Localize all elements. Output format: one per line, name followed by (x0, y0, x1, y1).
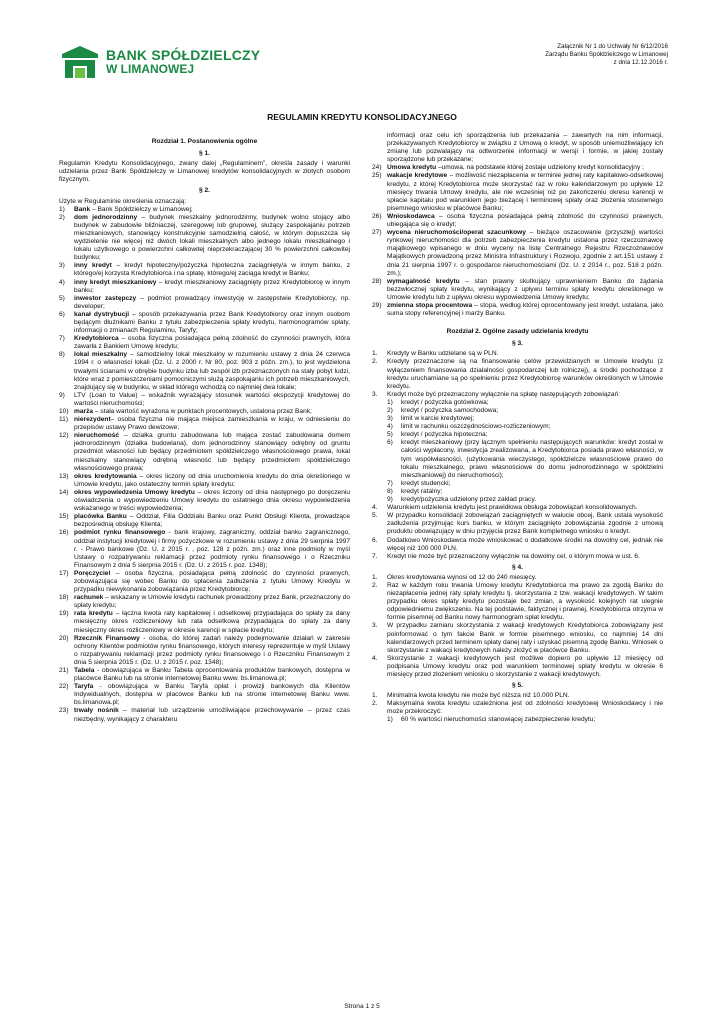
definition-continuation: informacji oraz celu ich sporządzenia lub przekazania – zawartych na nim informacji, przekazywanych Kredytobiorcy w związku z Umową o kredyt, w sposób uniemożliwiający ich zmianę lub pozwalający na odtworzenie informacji w wersji i formie, w jakiej zostały sporządzone lub przekazane; (387, 132, 663, 164)
definition-item (59, 206, 350, 214)
definition-text: – bieżące oszacowanie (przyszłej) wartości rynkowej nieruchomości dla potrzeb zabezpieczenia kredytu ustalona przez rzeczoznawcę majątkowego wpisanego w dniu wyceny na listę Centralnego Rejestru Rzeczoznawców Majątkowych prowadzoną przez Ministra Infrastruktury i Rozwoju, zgodnie z art.151 ustawy z dnia 21 sierpnia 1997 r. o gospodarce nieruchomościami (Dz. U. z 2014 r., poz. 518 z późn. zm.); (387, 229, 663, 277)
item-text: W przypadku konsolidacji zobowiązań zaciągniętych w walucie obcej, Bank ustala wysokość zadłużenia przyjmując kurs banku, w którym zaciągnięto zobowiązania zgodnie z umową produktu obowiązujący w dniu przyjęcia przez Bank kompletnego wniosku o kredyt. (387, 512, 663, 536)
definition-term: inny kredyt mieszkaniowy (74, 278, 157, 286)
definition-item (372, 302, 663, 318)
item-text: Kredyt może być przeznaczony wyłącznie na spłatę następujących zobowiązań: (387, 390, 621, 398)
definition-item (59, 473, 350, 489)
item-number: 6) (387, 439, 393, 447)
item-number: 9) (59, 391, 65, 399)
list-item (372, 358, 663, 390)
item-number: 14) (59, 488, 69, 496)
sublist-item (372, 480, 663, 488)
definition-text: – sposób przekazywania przez Bank Kredytobiorcy oraz innym osobom będącym dłużnikami Banku z tytułu zabezpieczenia spłaty kredytu, harmonogramów spłaty, informacji o zmianach Regulaminu, Taryfy; (74, 310, 350, 335)
item-number: 4. (372, 654, 378, 662)
item-number: 7) (387, 479, 393, 487)
sublist-item (372, 716, 663, 724)
definition-term: Tabela (74, 667, 95, 674)
section-4-list (372, 574, 663, 679)
left-column (59, 134, 350, 724)
right-column (372, 132, 663, 725)
list-item (372, 537, 663, 553)
definition-item (59, 610, 350, 634)
item-number: 9) (387, 496, 393, 504)
definition-text: – stan prawny skutkujący uprawnieniem Banku do żądania bezzwłocznej spłaty kredytu, wynikający z upływu terminu spłaty kredytu określonego w Umowie kredytu lub z upływu okresu wypowiedzenia Umowy kredytu; (387, 277, 663, 301)
item-number: 2. (372, 581, 378, 589)
definition-term: nieruchomość (74, 432, 120, 440)
definition-text: - bank krajowy, zagraniczny, oddział banku zagranicznego, oddział instytucji kredytowej i firmy pożyczkowe w rozumieniu ustawy z dnia 29 sierpnia 1997 r. - Prawo bankowe (Dz. U. z 2015 r. , poz. 128 z późn. zm.) oraz inne podmioty w myśl Ustawy o rozpatrywaniu reklamacji przez podmioty rynku finansowego i o Rzeczniku Finansowym z dnia 5 sierpnia 2015 r. (Dz. U. z 2015 r. poz. 1348); (74, 529, 350, 569)
item-text: Dodatkowo Wnioskodawca może wnioskować o dodatkowe środki na dowolny cel, jednak nie więcej niż 100 000 PLN. (387, 536, 663, 552)
section-4-heading: § 4. (512, 563, 523, 571)
item-number: 4) (387, 423, 393, 431)
item-number: 15) (59, 513, 69, 521)
definition-text: – kredyt hipoteczny/pożyczka hipoteczna zaciągnięty/a w innym banku, z którego/ej korzysta Kredytobiorca i na spłatę, którego/ej zaciąga kredyt w Banku; (74, 262, 350, 278)
list-item (372, 700, 663, 716)
definition-term: Bank (74, 205, 91, 213)
item-number: 22) (59, 683, 69, 691)
item-text: W przypadku zamiaru skorzystania z wakacji kredytowych Kredytobiorca zobowiązany jest poinformować o tym fakcie Bank w formie pisemnego wniosku, co najmniej 14 dni kalendarzowych przed terminem spłaty danej raty i uzyskać pisemną zgodę Banku. Wniosek o skorzystanie z wakacji kredytowych należy złożyć w placówce Banku. (387, 622, 663, 654)
definition-item (59, 683, 350, 707)
definition-text: –umowa, na podstawie której zostaje udzielony kredyt konsolidacyjny ; (436, 164, 644, 172)
item-number: 4. (372, 504, 378, 512)
item-number: 18) (59, 594, 69, 602)
definition-item (59, 262, 350, 278)
definition-text: – działka gruntu zabudowana lub mająca zostać zabudowana domem jednorodzinnym (działka budowlana), dom jednorodzinny stanowiący odrębny od gruntu przedmiot własności lub będący przedmiotem spółdzielczego własnościowego prawa, lokal mieszkalny stanowiący odrębną własność lub będący przedmiotem spółdzielczego własnościowego prawa; (74, 432, 350, 472)
definition-term: Taryfa (74, 683, 94, 691)
item-text: kredyt / pożyczka gotówkowa; (401, 398, 489, 406)
definition-item (59, 408, 350, 416)
definition-term: wakacje kredytowe (387, 172, 448, 180)
item-text: kredyt / pożyczka hipoteczna; (401, 431, 488, 439)
item-number: 7) (59, 335, 65, 343)
item-number: 1) (387, 716, 393, 724)
definition-term: Rzecznik Finansowy (74, 634, 140, 642)
list-item (372, 574, 663, 582)
sublist-item (372, 488, 663, 496)
item-number: 10) (59, 408, 69, 415)
section-1-text: Regulamin Kredytu Konsolidacyjnego, zwany dalej „Regulaminem”, określa zasady i warunki udzielania przez Bank Spółdzielczy w Limanowej kredytów konsolidacyjnych w złotych osobom fizycznym. (59, 160, 350, 184)
logo-line2: W LIMANOWEJ (106, 62, 194, 76)
item-number: 25) (372, 172, 382, 180)
item-number: 26) (372, 212, 382, 220)
item-text: kredyt studencki; (401, 479, 451, 487)
item-text: kredyt ratalny; (401, 487, 443, 495)
item-number: 3. (372, 622, 378, 630)
item-number: 19) (59, 610, 69, 618)
definition-text: – osoba fizyczna posiadająca pełną zdolność do czynności prawnych, ubiegająca się o kredyt; (387, 212, 663, 229)
section-3-list (372, 350, 663, 399)
definition-item (59, 635, 350, 667)
definition-text: – okres liczony od dnia uruchomienia kredytu do dnia określonego w Umowie kredytu, jako ostateczny termin spłaty kredytu; (74, 472, 350, 488)
item-text: kredyt mieszkaniowy (przy łącznym spełnieniu następujących warunków: kredyt został w całości wypłacony, inwestycja zrealizowana, a Kredytobiorca posiada prawo własności, w tym współwłasności, (użytkowania wieczystego, spółdzielcze własnościowe prawo do lokalu mieszkalnego, prawo własnościowe do domu jednorodzinnego w spółdzielni mieszkaniowej) do nieruchomości); (401, 439, 663, 479)
section-5-sublist (372, 716, 663, 724)
item-text: kredyt/pożyczka udzielony przez zakład pracy. (401, 496, 537, 504)
sublist-item (372, 431, 663, 439)
definition-text: – Oddział, Filia Oddziału Banku oraz Punkt Obsługi Klienta, prowadzące bezpośrednią obsługę Klienta; (74, 513, 351, 529)
item-number: 3. (372, 390, 378, 398)
attachment-header (545, 43, 668, 67)
definition-text: LTV (Loan to Value) – wskaźnik wyrażający stosunek wartości ekspozycji kredytowej do wartości nieruchomości; (74, 391, 350, 407)
definition-item (59, 432, 350, 472)
definition-term: dom jednorodzinny (74, 213, 138, 221)
definition-term: Poręczyciel (74, 569, 111, 577)
item-number: 1. (372, 573, 378, 581)
list-item (372, 504, 663, 512)
header-line1: Załącznik Nr 1 do Uchwały Nr 6/12/2016 (557, 43, 668, 50)
definition-item (59, 214, 350, 263)
item-text: kredyt / pożyczka samochodowa; (401, 407, 499, 414)
sublist-item (372, 496, 663, 504)
definition-item (372, 172, 663, 212)
sublist-item (372, 423, 663, 431)
item-number: 6) (59, 310, 65, 318)
definition-item (59, 295, 350, 311)
sublist-item (372, 407, 663, 415)
section-3-list-continued (372, 504, 663, 561)
section-2-heading: § 2. (199, 187, 210, 195)
item-number: 29) (372, 301, 382, 309)
definition-term: rata kredytu (74, 610, 113, 618)
definition-text: – stała wartość wyrażona w punktach procentowych, ustalona przez Bank; (93, 408, 312, 415)
item-number: 7. (372, 552, 378, 560)
definition-item (372, 278, 663, 302)
definition-term: trwały nośnik (74, 707, 119, 715)
definition-text: – osoba fizyczna, posiadająca pełną zdolność do czynności prawnych, zobowiązująca się wobec Banku do spłacenia zadłużenia z tytułu Umowy Kredytu w przypadku niewykonania zobowiązania przez Kredytobiorcę; (74, 569, 350, 594)
item-number: 17) (59, 569, 69, 577)
item-text: limit w rachunku oszczędnościowo-rozliczeniowym; (401, 423, 551, 431)
list-item (372, 512, 663, 536)
definition-item (59, 570, 350, 594)
item-number: 20) (59, 634, 69, 642)
chapter-2-heading: Rozdział 2. Ogólne zasady udzielania kredytu (446, 328, 589, 336)
definition-item (59, 279, 350, 295)
list-item (372, 350, 663, 358)
definition-text: - obowiązująca w Banku Taryfa opłat i prowizji bankowych dla Klientów Indywidualnych, dostępna w placówce Banku lub na stronie internetowej Banku www. bs.limanowa.pl; (74, 683, 350, 707)
definition-term: zmienna stopa procentowa (387, 301, 473, 309)
item-number: 12) (59, 432, 69, 440)
section-2-intro: Użyte w Regulaminie określenia oznaczają: (59, 197, 187, 205)
item-text: Okres kredytowania wynosi od 12 do 240 miesięcy. (387, 573, 537, 581)
definition-term: placówka Banku (74, 513, 127, 521)
definition-text: – osoba fizyczna nie mająca miejsca zamieszkania w kraju, w odniesieniu do przepisów ustawy Prawo dewizowe; (74, 416, 350, 432)
item-number: 23) (59, 707, 69, 715)
definition-text: – okres liczony od dnia następnego po doręczeniu oświadczenia o wypowiedzeniu Umowy kredytu do ostatniego dnia okresu wypowiedzenia wskazanego w treści wypowiedzenia; (74, 488, 350, 513)
item-number: 2) (59, 213, 65, 221)
list-item (372, 553, 663, 561)
item-text: Kredyt nie może być przeznaczony wyłącznie na dowolny cel, o którym mowa w ust. 6. (387, 552, 640, 560)
bank-logo-icon (60, 44, 100, 80)
item-number: 3) (387, 415, 393, 423)
definition-text: – łączna kwota raty kapitałowej i odsetkowej przypadająca do spłaty za dany miesięczny okres rozliczeniowy lub rata odsetkowa przypadająca do spłaty za dany miesięczny okres rozliczeniowy w okresie karencji w spłacie kredytu; (74, 610, 350, 634)
section-3-heading: § 3. (512, 340, 523, 348)
item-number: 21) (59, 667, 69, 674)
definition-term: Wnioskodawca (387, 212, 435, 220)
definition-term: rachunek (74, 594, 104, 602)
definition-item (59, 529, 350, 569)
definition-term: podmiot rynku finansowego (74, 529, 166, 537)
item-text: Maksymalna kwota kredytu uzależniona jest od zdolności kredytowej Wnioskodawcy i nie może przekroczyć: (387, 700, 663, 716)
page-number: Strona 1 z 5 (344, 1003, 380, 1010)
item-number: 1. (372, 350, 378, 358)
definition-item (59, 335, 350, 351)
sublist-item (372, 439, 663, 479)
item-text: limit w karcie kredytowej; (401, 415, 474, 423)
item-number: 5. (372, 512, 378, 520)
logo-line1: BANK SPÓŁDZIELCZY (106, 47, 261, 63)
item-text: Kredyty przeznaczone są na finansowanie celów przewidzianych w Umowie kredytu (z wyłączeniem finansowania działalności gospodarczej lub rolniczej), a środki pochodzące z kredytu uruchamiane są po spełnieniu przez Kredytobiorcę warunków określonych w Umowie kredytu. (387, 358, 663, 390)
definition-term: Kredytobiorca (74, 335, 119, 343)
definitions-list-continued (372, 164, 663, 318)
definition-text: – możliwość niezapłacenia w terminie jednej raty kapitałowo-odsetkowej kredytu, z której Kredytobiorca może skorzystać raz w roku kalendarzowym po upływie 12 miesięcy trwania Umowy kredytu, ale nie wcześniej niż po zakończeniu okresu karencji w spłacie kapitału pod warunkiem jego bieżącej i terminowej spłaty oraz złożenia stosownego pisemnego wniosku w placówce Banku; (387, 172, 664, 212)
definition-text: - obowiązująca w Banku Tabela oprocentowania produktów bankowych, dostępna w placówce Banku lub na stronie internetowej Banku www. bs.limanowa.pl; (74, 667, 350, 683)
definition-item (372, 229, 663, 278)
item-text: Kredyty w Banku udzielane są w PLN. (387, 350, 499, 358)
item-number: 1) (387, 398, 393, 406)
definition-text: – samodzielny lokal mieszkalny w rozumieniu ustawy z dnia 24 czerwca 1994 r. o własności lokali (Dz. U. z 2000 r. Nr 80, poz. 903 z późn. zm.), to jest wydzielona trwałymi ścianami w obrębie budynku izba lub zespół izb przeznaczonych na stały pobyt ludzi, które wraz z pomieszczeniami pomocniczymi służą zaspokajaniu ich potrzeb mieszkaniowych, znajdujący się w budynku, w skład którego wchodzą co najmniej dwa lokale; (74, 351, 350, 391)
header-line2: Zarządu Banku Spółdzielczego w Limanowej (545, 51, 668, 58)
definition-item (59, 489, 350, 513)
definition-item (59, 594, 350, 610)
item-text: 60 % wartości nieruchomości stanowiącej zabezpieczenie kredytu; (401, 716, 596, 724)
chapter-1-heading: Rozdział 1. Postanowienia ogólne (151, 138, 258, 145)
item-text: Minimalna kwota kredytu nie może być niższa niż 10.000 PLN. (387, 692, 570, 700)
definition-text: – materiał lub urządzenie umożliwiające przechowywanie – przez czas niezbędny, wynikający z charakteru (74, 707, 350, 723)
item-number: 24) (372, 164, 382, 172)
item-number: 6. (372, 536, 378, 544)
list-item (372, 582, 663, 622)
item-number: 8) (387, 487, 393, 495)
item-number: 1. (372, 692, 378, 700)
item-number: 2. (372, 700, 378, 708)
definition-term: wymagalność kredytu (387, 277, 460, 285)
definition-text: – kredyt mieszkaniowy zaciągnięty przez Kredytobiorcę w innym banku; (74, 278, 350, 294)
definition-term: okres kredytowania (74, 472, 137, 480)
section-5-list (372, 692, 663, 716)
item-number: 13) (59, 472, 69, 480)
definition-text: – Bank Spółdzielczy w Limanowej; (90, 205, 193, 213)
item-number: 27) (372, 229, 382, 237)
definition-text: – osoba fizyczna posiadająca pełną zdolność do czynności prawnych, która zawarła z Bankiem Umowę kredytu; (74, 335, 350, 351)
definition-text: – stopa, według której oprocentowany jest kredyt, ustalana, jako suma stopy referencyjnej i marży Banku. (387, 301, 663, 318)
item-text: Raz w każdym roku trwania Umowy kredytu Kredytobiorca ma prawo za zgodą Banku do niezapłacenia jednej raty spłaty kredytu tj. skorzystania z tzw. wakacji kredytowych. W takim przypadku okres spłaty kredytu pozostaje bez zmian, a wysokość kolejnych rat ulegnie odpowiedniemu zwiększeniu. Na tej podstawie, faktycznej i prawnej, Kredytobiorca otrzyma w formie pisemnej od Banku nowy harmonogram spłat kredytu. (387, 581, 663, 622)
item-text: Skorzystanie z wakacji kredytowych jest możliwe dopiero po upływie 12 miesięcy od podpisania Umowy kredytu oraz pod warunkiem terminowej spłaty kredytu w okresie 6 miesięcy przed złożeniem wniosku o skorzystanie z wakacji kredytowych. (387, 654, 663, 678)
definition-item (59, 416, 350, 432)
document-title: REGULAMIN KREDYTU KONSOLIDACYJNEGO (267, 112, 457, 122)
definition-item (372, 164, 663, 172)
definition-text: – budynek mieszkalny jednorodzinny, budynek wolno stojący albo budynek w zabudowie bliźniaczej, szeregowej lub grupowej, służący zaspokajaniu potrzeb mieszkaniowych, stanowiący konstrukcyjnie samodzielną całość, w którym dopuszcza się wydzielenie nie więcej niż dwóch lokali mieszkalnych albo jednego lokalu mieszkalnego i lokalu użytkowego o powierzchni całkowitej nieprzekraczającej 30 % powierzchni całkowitej budynku; (74, 213, 350, 262)
definition-item (59, 392, 350, 408)
item-number: 11) (59, 416, 69, 424)
sublist-item (372, 399, 663, 407)
definition-term: okres wypowiedzenia Umowy kredytu (74, 488, 195, 496)
item-number: 2) (387, 407, 393, 414)
definition-item (59, 513, 350, 529)
item-number: 28) (372, 277, 382, 285)
definition-item (59, 311, 350, 335)
section-1-heading: § 1. (199, 150, 210, 158)
list-item (372, 622, 663, 654)
definition-term: kanał dystrybucji (74, 310, 130, 318)
definition-term: marża (74, 408, 94, 415)
header-line3: z dnia 12.12.2016 r. (613, 59, 668, 66)
list-item (372, 692, 663, 700)
definition-text: – podmiot prowadzący inwestycję w zastępstwie Kredytobiorcy, np. developer; (74, 294, 350, 310)
definition-term: nierezydent (74, 416, 111, 424)
definition-term: lokal mieszkalny (74, 351, 128, 359)
definition-item (59, 707, 350, 723)
item-number: 5) (387, 431, 393, 439)
definition-term: inny kredyt (74, 262, 112, 270)
item-number: 5) (59, 294, 65, 302)
bank-logo (60, 44, 260, 80)
section-5-heading: § 5. (512, 682, 523, 690)
definition-term: inwestor zastępczy (74, 294, 137, 302)
definition-item (59, 667, 350, 683)
definitions-list (59, 206, 350, 724)
item-number: 1) (59, 205, 65, 213)
definition-item (59, 351, 350, 391)
item-number: 16) (59, 529, 69, 537)
item-number: 8) (59, 351, 65, 359)
definition-text: – wskazany w Umowie kredytu rachunek prowadzony przez Bank, przeznaczony do spłaty kredytu; (74, 594, 350, 610)
definition-text: - osoba, do której zadań należy podejmowanie działań w zakresie ochrony Klientów podmiotów rynku finansowego, których interesy reprezentuje w myśl Ustawy o rozpatrywaniu reklamacji przez podmioty rynku finansowego i o Rzeczniku Finansowym z dnia 5 sierpnia 2015 r. (Dz. U. z 2015 r. poz. 1348); (74, 634, 351, 666)
item-text: Warunkiem udzielenia kredytu jest prawidłowa obsługa zobowiązań konsolidowanych. (387, 504, 638, 512)
list-item (372, 655, 663, 679)
item-number: 4) (59, 278, 65, 286)
item-number: 3) (59, 262, 65, 270)
definition-term: Umowa kredytu (387, 164, 437, 172)
definition-term: wycena nieruchomości/operat szacunkowy (387, 229, 526, 237)
definition-item (372, 213, 663, 229)
sublist-item (372, 415, 663, 423)
item-number: 2. (372, 358, 378, 366)
section-3-sublist (372, 399, 663, 504)
list-item (372, 391, 663, 399)
